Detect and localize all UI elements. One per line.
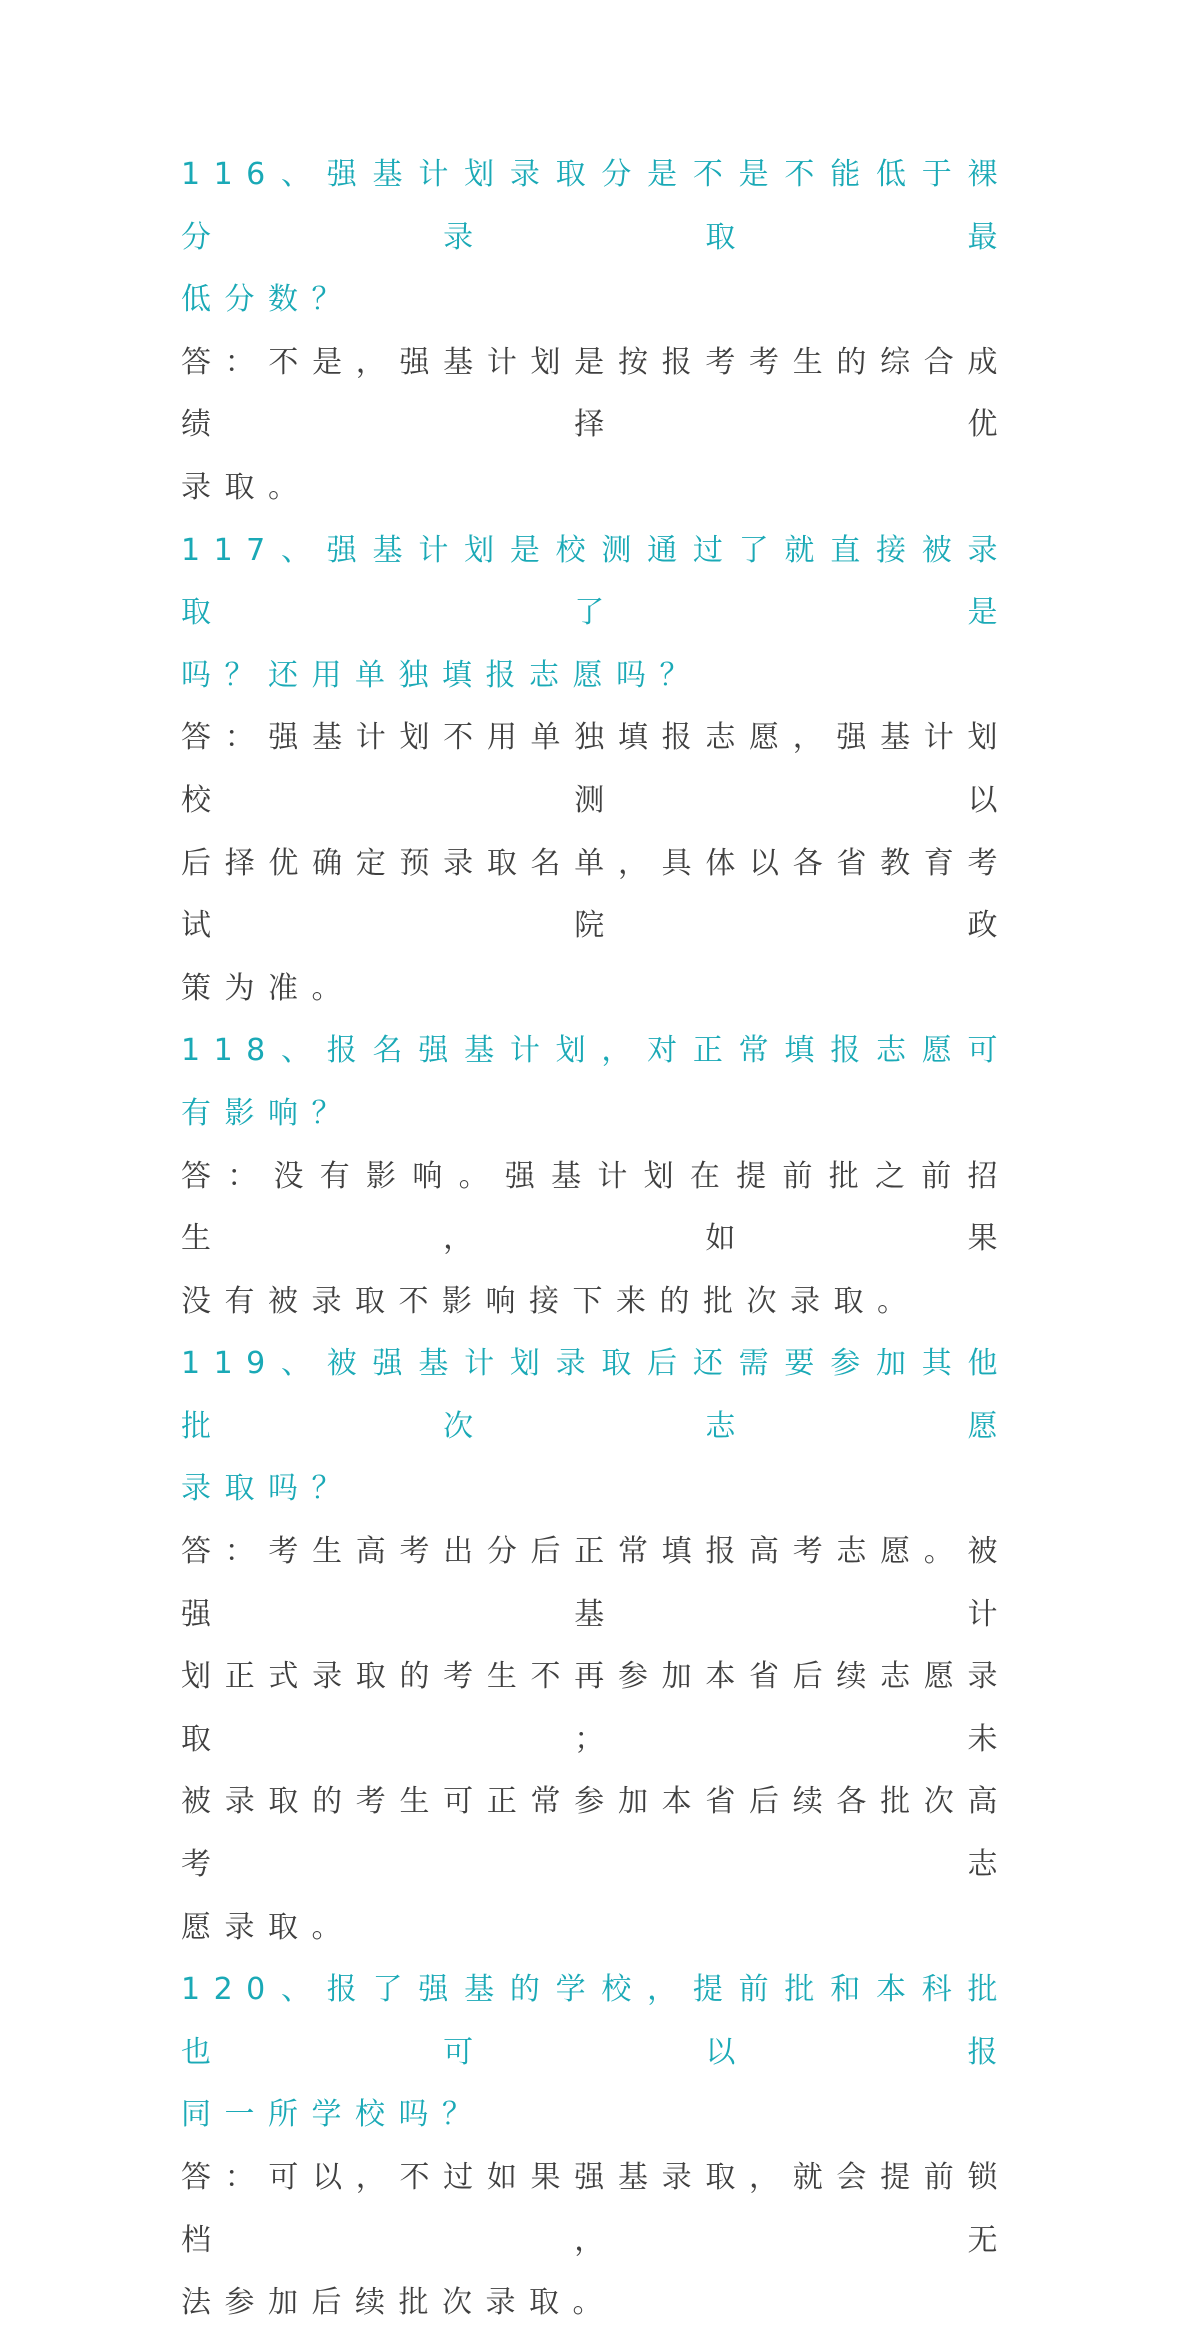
answer-116-line-1: 答：不是，强基计划是按报考考生的综合成绩择优 [181, 344, 1011, 443]
answer-119-line-2: 划正式录取的考生不再参加本省后续志愿录取；未 [181, 1659, 1011, 1757]
question-116-line-2: 低分数？ [181, 282, 355, 318]
question-117-line-2: 吗？还用单独填报志愿吗？ [181, 657, 703, 693]
answer-120-line-1: 答：可以，不过如果强基录取，就会提前锁档，无 [181, 2160, 1011, 2258]
answer-117-line-2: 后择优确定预录取名单，具体以各省教育考试院政 [181, 845, 1011, 944]
question-120-line-2: 同一所学校吗？ [181, 2097, 486, 2133]
answer-116-line-2: 录取。 [181, 469, 312, 505]
question-116-line-1: 116、强基计划录取分是不是不能低于裸分录取最 [181, 157, 1011, 255]
question-120-line-1: 120、报了强基的学校，提前批和本科批也可以报 [181, 1972, 1011, 2070]
answer-119-line-3: 被录取的考生可正常参加本省后续各批次高考志 [181, 1784, 1011, 1883]
answer-119-line-1: 答：考生高考出分后正常填报高考志愿。被强基计 [181, 1534, 1011, 1632]
answer-117-line-3: 策为准。 [181, 970, 355, 1006]
qa-item-118 [181, 1020, 1011, 1333]
question-119-line-2: 录取吗？ [181, 1471, 355, 1507]
answer-119-line-4: 愿录取。 [181, 1909, 355, 1945]
question-119-line-1: 119、被强基计划录取后还需要参加其他批次志愿 [181, 1346, 1011, 1444]
qa-item-119 [181, 1333, 1011, 1959]
qa-item-117 [181, 520, 1011, 1021]
answer-118-line-2: 没有被录取不影响接下来的批次录取。 [181, 1283, 921, 1319]
qa-content [181, 144, 1011, 2335]
question-117-line-1: 117、强基计划是校测通过了就直接被录取了是 [181, 532, 1011, 631]
qa-item-116 [181, 144, 1011, 520]
qa-item-120 [181, 1959, 1011, 2335]
answer-117-line-1: 答：强基计划不用单独填报志愿，强基计划校测以 [181, 720, 1011, 818]
answer-118-line-1: 答：没有影响。强基计划在提前批之前招生，如果 [181, 1158, 1011, 1257]
answer-120-line-2: 法参加后续批次录取。 [181, 2285, 616, 2321]
question-118-line-1: 118、报名强基计划，对正常填报志愿可有影响？ [181, 1033, 1011, 1131]
